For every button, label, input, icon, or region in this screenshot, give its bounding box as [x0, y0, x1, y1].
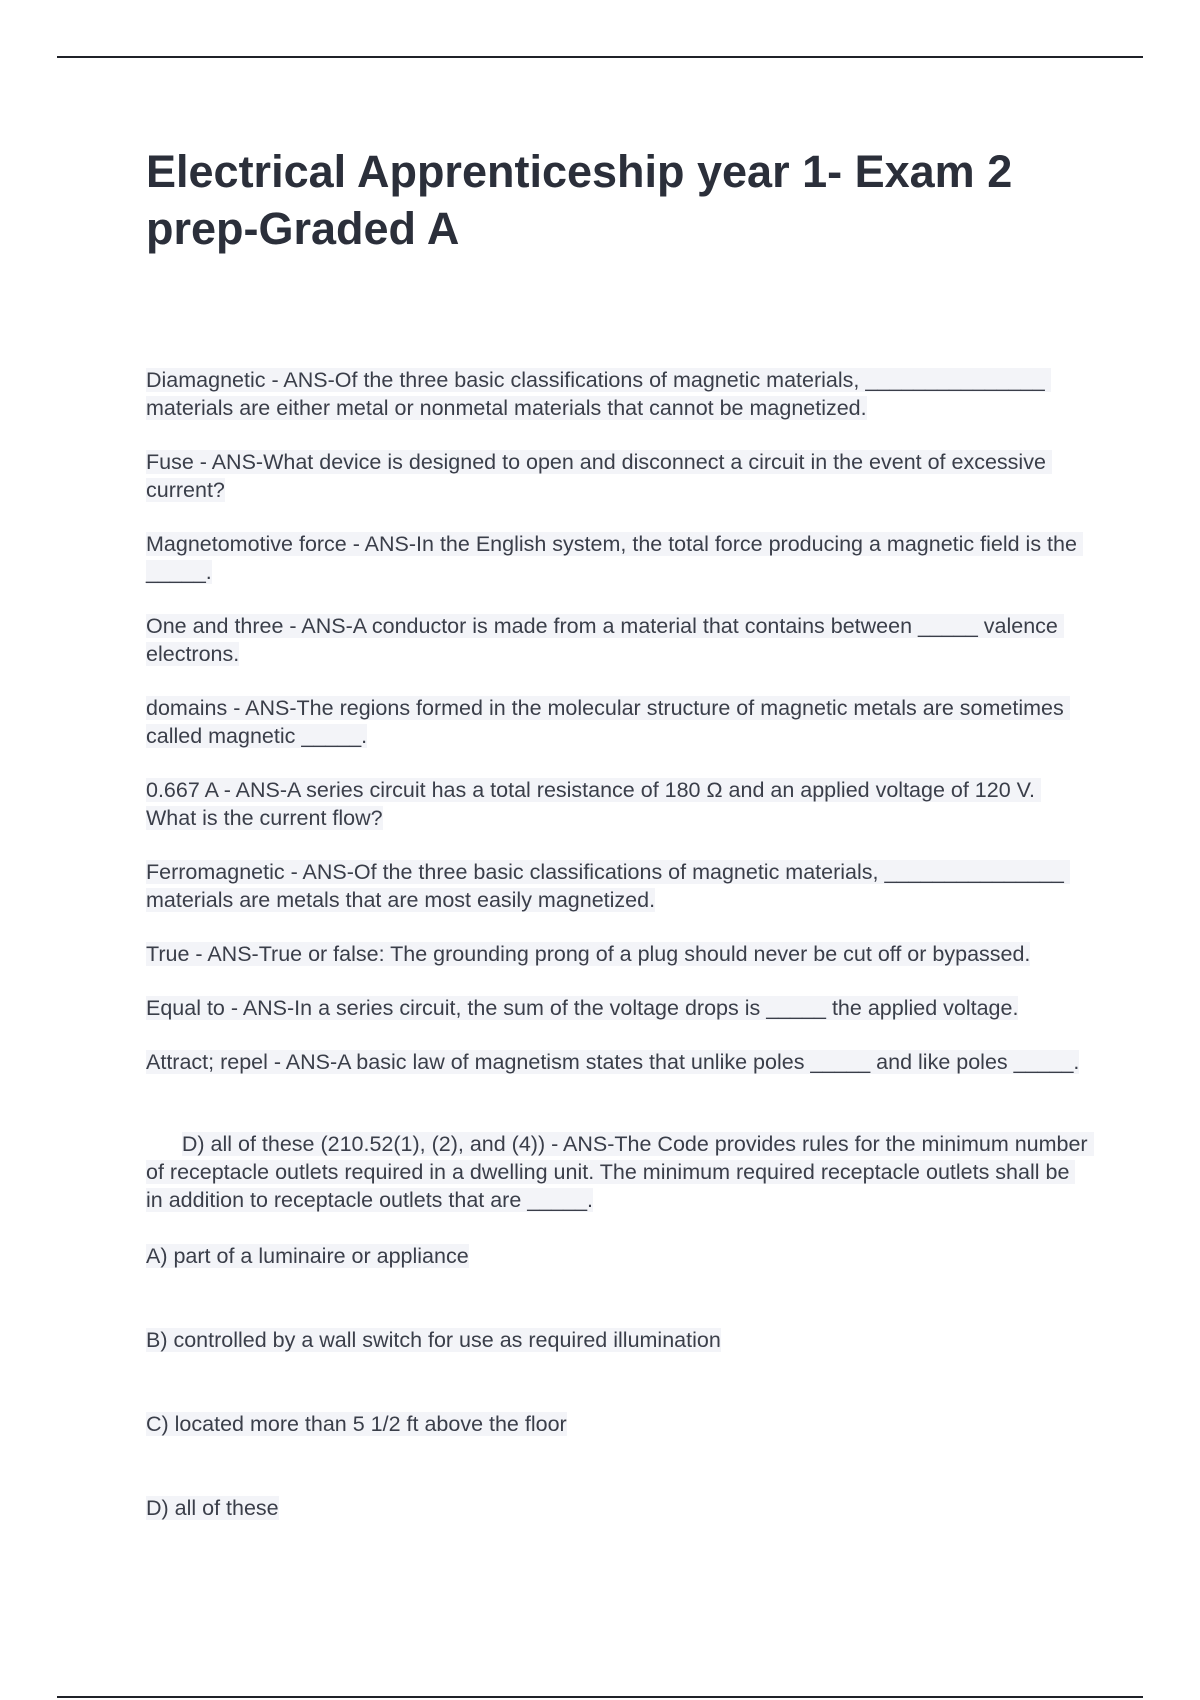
- answer-option-c: [146, 1410, 1090, 1438]
- answer-option-d: [146, 1494, 1090, 1522]
- qa-entry: [146, 366, 1090, 422]
- qa-entry: [146, 612, 1090, 668]
- qa-entry: [146, 530, 1090, 586]
- qa-entry-text: Equal to - ANS-In a series circuit, the sum of the voltage drops is _____ the applied voltage.: [146, 996, 1019, 1020]
- document-body: [146, 143, 1094, 1604]
- qa-entry-text: D) all of these (210.52(1), (2), and (4)) - ANS-The Code provides rules for the minimum number of receptacle outlets required in a dwelling unit. The minimum required receptacle outlets shall be in addition to receptacle outlets that are _____.: [146, 1132, 1094, 1212]
- qa-entry: [146, 994, 1090, 1022]
- answer-option-a: [146, 1242, 1090, 1270]
- document-title: Electrical Apprenticeship year 1- Exam 2 prep-Graded A: [146, 146, 1013, 254]
- answer-option-text: B) controlled by a wall switch for use as required illumination: [146, 1328, 721, 1352]
- answer-option-b: [146, 1326, 1090, 1354]
- answer-option-text: C) located more than 5 1/2 ft above the floor: [146, 1412, 567, 1436]
- qa-entry-text: 0.667 A - ANS-A series circuit has a total resistance of 180 Ω and an applied voltage of 120 V. What is the current flow?: [146, 778, 1041, 830]
- qa-entry-text: Diamagnetic - ANS-Of the three basic classifications of magnetic materials, _______________ materials are either metal or nonmetal materials that cannot be magnetized.: [146, 368, 1051, 420]
- qa-entry: [146, 776, 1090, 832]
- qa-entry-text: domains - ANS-The regions formed in the molecular structure of magnetic metals are sometimes called magnetic _____.: [146, 696, 1070, 748]
- qa-entry-text: Magnetomotive force - ANS-In the English system, the total force producing a magnetic field is the _____.: [146, 532, 1083, 584]
- qa-entry-text: True - ANS-True or false: The grounding prong of a plug should never be cut off or bypassed.: [146, 942, 1031, 966]
- qa-list: [146, 366, 1094, 1578]
- qa-entry: [146, 940, 1090, 968]
- qa-entry-text: Attract; repel - ANS-A basic law of magnetism states that unlike poles _____ and like poles _____.: [146, 1050, 1080, 1074]
- qa-entry-text: Ferromagnetic - ANS-Of the three basic classifications of magnetic materials, _______________ materials are metals that are most easily magnetized.: [146, 860, 1070, 912]
- qa-entry: [146, 448, 1090, 504]
- answer-option-text: D) all of these: [146, 1496, 279, 1520]
- qa-entry-text: One and three - ANS-A conductor is made from a material that contains between _____ valence electrons.: [146, 614, 1064, 666]
- qa-entry: [146, 694, 1090, 750]
- qa-entry: [146, 858, 1090, 914]
- qa-entry: [146, 1048, 1090, 1076]
- qa-entry-text: Fuse - ANS-What device is designed to open and disconnect a circuit in the event of excessive current?: [146, 450, 1052, 502]
- qa-entry-multiple-choice: [146, 1102, 1094, 1578]
- bottom-divider: [57, 1696, 1143, 1698]
- top-divider: [57, 56, 1143, 58]
- answer-option-text: A) part of a luminaire or appliance: [146, 1244, 469, 1268]
